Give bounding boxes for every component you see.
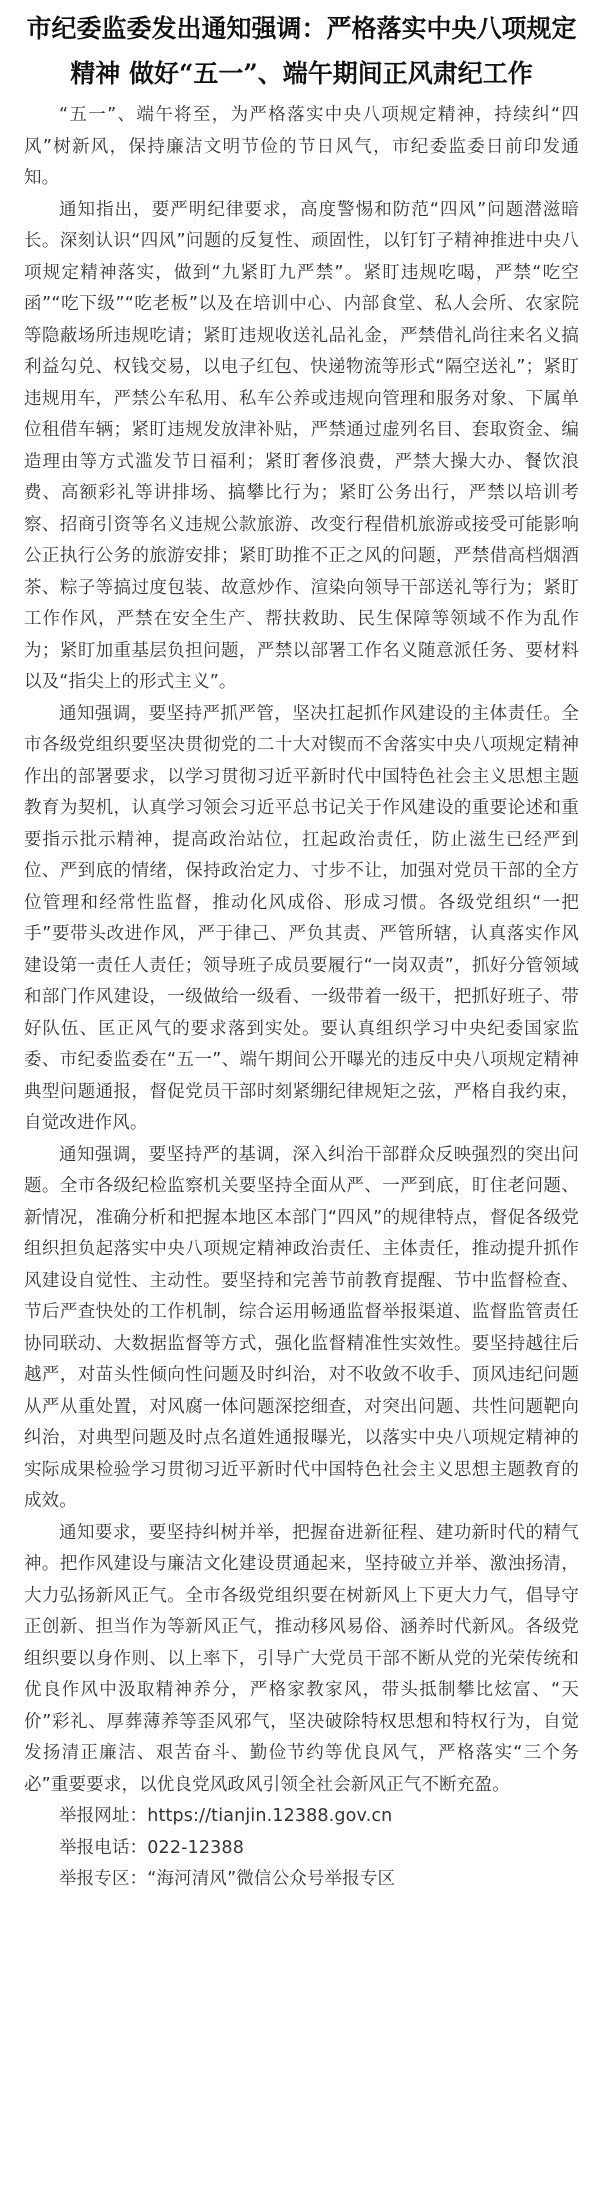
intro-paragraph: “五一”、端午将至，为严格落实中央八项规定精神，持续纠“四风”树新风，保持廉洁文明节俭的节日风气，市纪委监委日前印发通知。	[24, 105, 579, 188]
new-wind-paragraph: 通知要求，要坚持纠树并举，把握奋进新征程、建功新时代的精气神。把作风建设与廉洁文化建设贯通起来，坚持破立并举、激浊扬清，大力弘扬新风正气。全市各级党组织要在树新风上下更大力气，倡导守正创新、担当作为等新风正气，推动移风易俗、涵养时代新风。各级党组织要以身作则、以上率下，引导广大党员干部不断从党的光荣传统和优良作风中汲取精神养分，严格家教家风，带头抵制攀比炫富、“天价”彩礼、厚葬薄养等歪风邪气，坚决破除特权思想和特权行为，自觉发扬清正廉洁、艰苦奋斗、勤俭节约等优良风气，严格落实“三个务必”重要要求，以优良党风政风引领全社会新风正气不断充盈。	[24, 1522, 579, 1795]
article-body	[24, 100, 579, 1896]
strict-tone-paragraph: 通知强调，要坚持严的基调，深入纠治干部群众反映强烈的突出问题。全市各级纪检监察机关要坚持全面从严、一严到底，盯住老问题、新情况，准确分析和把握本地区本部门“四风”的规律特点，督促各级党组织担负起落实中央八项规定精神政治责任、主体责任，推动提升抓作风建设自觉性、主动性。要坚持和完善节前教育提醒、节中监督检查、节后严查快处的工作机制，综合运用畅通监督举报渠道、监督监管责任协同联动、大数据监督等方式，强化监督精准性实效性。要坚持越往后越严，对苗头性倾向性问题及时纠治，对不收敛不收手、顶风违纪问题从严从重处置，对风腐一体问题深挖细查，对突出问题、共性问题靶向纠治，对典型问题及时点名道姓通报曝光，以落实中央八项规定精神的实际成果检验学习贯彻习近平新时代中国特色社会主义思想主题教育的成效。	[24, 1144, 579, 1511]
discipline-requirements-paragraph: 通知指出，要严明纪律要求，高度警惕和防范“四风”问题潜滋暗长。深刻认识“四风”问题的反复性、顽固性，以钉钉子精神推进中央八项规定精神落实，做到“九紧盯九严禁”。紧盯违规吃喝，严禁“吃空函”“吃下级”“吃老板”以及在培训中心、内部食堂、私人会所、农家院等隐蔽场所违规吃请；紧盯违规收送礼品礼金，严禁借礼尚往来名义搞利益勾兑、权钱交易，以电子红包、快递物流等形式“隔空送礼”；紧盯违规用车，严禁公车私用、私车公养或违规向管理和服务对象、下属单位租借车辆；紧盯违规发放津补贴，严禁通过虚列名目、套取资金、编造理由等方式滥发节日福利；紧盯奢侈浪费，严禁大操大办、餐饮浪费、高额彩礼等讲排场、搞攀比行为；紧盯公务出行，严禁以培训考察、招商引资等名义违规公款旅游、改变行程借机旅游或接受可能影响公正执行公务的旅游安排；紧盯助推不正之风的问题，严禁借高档烟酒茶、粽子等搞过度包装、故意炒作、渲染向领导干部送礼等行为；紧盯工作作风，严禁在安全生产、帮扶救助、民生保障等领域不作为乱作为；紧盯加重基层负担问题，严禁以部署工作名义随意派任务、要材料以及“指尖上的形式主义”。	[24, 199, 579, 692]
article-title	[24, 6, 579, 96]
article-title-line-1: 市纪委监委发出通知强调：严格落实中央八项规定	[26, 14, 577, 43]
report-phone: 举报电话：022-12388	[59, 1837, 244, 1858]
report-website: 举报网址：https://tianjin.12388.gov.cn	[59, 1806, 393, 1826]
report-special-zone: 举报专区：“海河清风”微信公众号举报专区	[59, 1869, 396, 1889]
article-title-line-2: 精神 做好“五一”、端午期间正风肃纪工作	[70, 59, 533, 88]
strict-management-paragraph: 通知强调，要坚持严抓严管，坚决扛起抓作风建设的主体责任。全市各级党组织要坚决贯彻党的二十大对锲而不舍落实中央八项规定精神作出的部署要求，以学习贯彻习近平新时代中国特色社会主义思想主题教育为契机，认真学习领会习近平总书记关于作风建设的重要论述和重要指示批示精神，提高政治站位，扛起政治责任，防止滋生已经严到位、严到底的情绪，保持政治定力、寸步不让，加强对党员干部的全方位管理和经常性监督，推动化风成俗、形成习惯。各级党组织“一把手”要带头改进作风，严于律己、严负其责、严管所辖，认真落实作风建设第一责任人责任；领导班子成员要履行“一岗双责”，抓好分管领域和部门作风建设，一级做给一级看、一级带着一级干，把抓好班子、带好队伍、匡正风气的要求落到实处。要认真组织学习中央纪委国家监委、市纪委监委在“五一”、端午期间公开曝光的违反中央八项规定精神典型问题通报，督促党员干部时刻紧绷纪律规矩之弦，严格自我约束，自觉改进作风。	[24, 703, 579, 1133]
